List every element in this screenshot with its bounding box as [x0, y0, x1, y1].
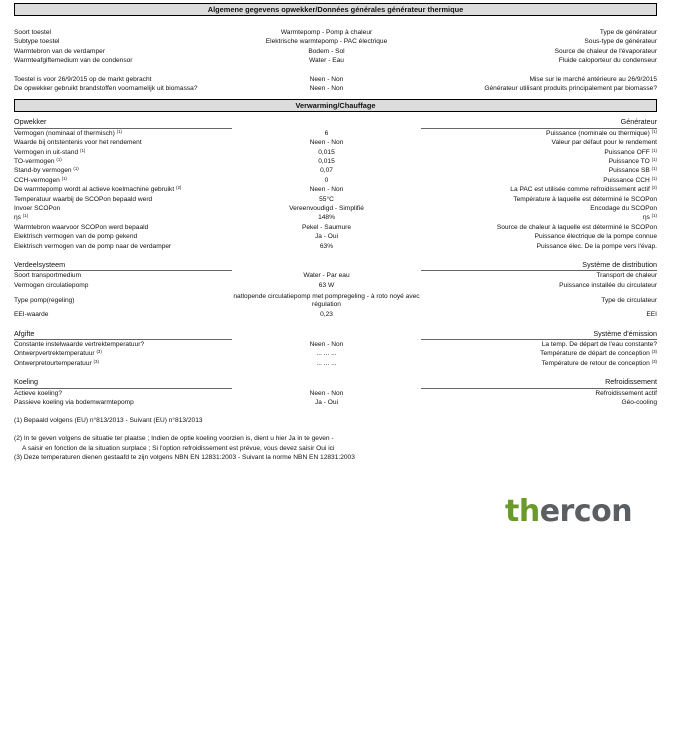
label-fr: Sous-type de générateur	[584, 38, 657, 46]
value: Warmtepomp - Pomp à chaleur	[280, 29, 373, 36]
label-fr: EEI	[646, 311, 657, 319]
data-row	[14, 350, 657, 359]
data-row	[14, 186, 657, 195]
section-underline	[14, 339, 657, 340]
underline-gap	[232, 270, 421, 271]
label-nl: Soort toestel	[14, 29, 52, 36]
label-fr: Générateur utilisant produits principalement par biomasse?	[484, 84, 657, 92]
data-row	[14, 38, 657, 47]
underline-left	[14, 128, 232, 129]
thercon-logo	[505, 494, 632, 530]
heating-sections	[14, 118, 657, 408]
label-fr: Valeur par défaut pour le rendement	[551, 139, 657, 147]
heating-title: Verwarming/Chauffage	[14, 99, 657, 112]
data-row	[14, 224, 657, 233]
value: Neen - Non	[309, 84, 344, 92]
label-nl: Warmtebron van de verdamper	[14, 47, 106, 55]
data-row	[14, 214, 657, 223]
footnote-ref: (1)	[651, 213, 657, 219]
label-nl: Subtype toestel	[14, 38, 60, 46]
value: ... ... ...	[316, 350, 337, 358]
label-nl: Vermogen circulatiepomp	[14, 281, 89, 289]
data-row	[14, 399, 657, 408]
underline-left	[14, 388, 232, 389]
data-row	[14, 360, 657, 369]
section-gap	[14, 369, 657, 378]
section-header	[14, 378, 657, 388]
label-nl: Vermogen (nominaal of thermisch) $^{(1)}$	[14, 128, 123, 137]
footnote-ref: (1)	[651, 128, 657, 134]
value: 63%	[319, 242, 334, 250]
value: Neen - Non	[309, 139, 344, 147]
footnote-ref: (1)	[651, 147, 657, 153]
section-title-fr: Système d'émission	[593, 328, 657, 338]
value: 63 W	[318, 281, 335, 289]
value: Water - Par eau	[303, 272, 350, 280]
label-nl: De opwekker gebruikt brandstoffen voornamelijk uit biomassa?	[14, 84, 198, 92]
general-data-title: Algemene gegevens opwekker/Données générales générateur thermique	[14, 3, 657, 16]
label-fr: ηs $^{(1)}$	[642, 213, 657, 222]
footnote-ref: (1)	[651, 175, 657, 181]
general-data-list	[14, 29, 657, 67]
label-fr: Température à laquelle est déterminé le SCOPon	[513, 195, 657, 203]
data-row	[14, 341, 657, 350]
label-fr: Source de chaleur de l'évaporateur	[554, 47, 657, 55]
footnote-ref: (1)	[56, 157, 62, 163]
value: 0	[324, 176, 329, 184]
underline-right	[421, 270, 657, 271]
general-data-list-2	[14, 76, 657, 95]
section-header	[14, 330, 657, 340]
section-header	[14, 261, 657, 271]
label-nl: Stand-by vermogen $^{(1)}$	[14, 166, 79, 175]
footnote-ref: (2)	[176, 185, 182, 191]
data-row	[14, 177, 657, 186]
value: Neen - Non	[309, 341, 344, 349]
section-title-nl: Afgifte	[14, 328, 35, 338]
data-row	[14, 390, 657, 399]
data-row	[14, 48, 657, 57]
label-nl: Warmteafgiftemedium van de condensor	[14, 57, 133, 65]
section-title-fr: Système de distribution	[582, 259, 657, 269]
label-nl: Ontwerpretourtemperatuur $^{(3)}$	[14, 358, 99, 367]
label-fr: Type de générateur	[599, 29, 657, 36]
label-fr: Puissance installée du circulateur	[559, 281, 657, 289]
label-fr: Type de circulateur	[601, 297, 657, 305]
data-row	[14, 243, 657, 252]
label-nl: TO-vermogen $^{(1)}$	[14, 157, 62, 166]
data-row	[14, 311, 657, 320]
footnote-ref: (1)	[651, 166, 657, 172]
label-fr: Puissance élec. De la pompe vers l'évap.	[536, 242, 657, 250]
footnote-ref: (1)	[61, 175, 68, 181]
value: Water - Eau	[309, 57, 344, 65]
label-nl: EEI-waarde	[14, 311, 49, 319]
value: Bodem - Sol	[308, 47, 345, 55]
footnote-ref: (3)	[651, 349, 657, 355]
data-row	[14, 196, 657, 205]
footnote: (3) Deze temperaturen dienen gestaafd te zijn volgens NBN EN 12831:2003 - Suivant la norme NBN EN 12831:2003	[14, 454, 355, 462]
footnote: (1) Bepaald volgens (EU) n°813/2013 - Suivant (EU) n°813/2013	[14, 416, 203, 424]
logo-first: th	[505, 494, 540, 529]
label-fr: Source de chaleur à laquelle est déterminé le SCOPon	[496, 223, 657, 231]
data-row	[14, 233, 657, 242]
data-row	[14, 291, 657, 311]
label-nl: Vermogen in uit-stand $^{(1)}$	[14, 147, 86, 156]
section-title-nl: Koeling	[14, 377, 38, 387]
data-row	[14, 85, 657, 94]
section-underline	[14, 128, 657, 129]
label-fr: Puissance (nominale ou thermique) $^{(1)}$	[546, 128, 657, 137]
label-fr: Géo-cooling	[621, 399, 657, 407]
value: Neen - Non	[309, 75, 344, 83]
value: 0,015	[318, 148, 335, 156]
label-nl: Actieve koeling?	[14, 389, 63, 397]
value: Neen - Non	[309, 186, 344, 194]
value: 55°C	[319, 195, 334, 203]
value: 0,23	[320, 311, 333, 319]
label-nl: Invoer SCOPon	[14, 204, 61, 212]
value: Vereenvoudigd - Simplifié	[289, 204, 364, 212]
data-row	[14, 205, 657, 214]
label-nl: Temperatuur waarbij de SCOPon bepaald werd	[14, 195, 153, 203]
footnote-ref: (3)	[93, 358, 99, 364]
label-fr: La temp. De départ de l'eau constante?	[541, 341, 657, 349]
datasheet	[14, 3, 657, 464]
data-row	[14, 76, 657, 85]
label-nl: Ontwerpvertrektemperatuur $^{(3)}$	[14, 349, 102, 358]
footnote-ref: (2)	[651, 185, 657, 191]
underline-left	[14, 339, 232, 340]
underline-gap	[232, 339, 421, 340]
label-nl: Soort transportmedium	[14, 272, 82, 280]
label-nl: Elektrisch vermogen van de pomp gekend	[14, 233, 138, 241]
label-nl: Waarde bij ontstentenis voor het rendement	[14, 139, 142, 147]
logo-rest: ercon	[539, 494, 633, 529]
footnote-ref: (3)	[651, 358, 657, 364]
footnote-ref: (1)	[651, 157, 657, 163]
data-row	[14, 130, 657, 139]
data-row	[14, 29, 657, 38]
label-nl: Type pomp(regeling)	[14, 297, 75, 305]
data-row	[14, 139, 657, 148]
underline-right	[421, 388, 657, 389]
value: 148%	[318, 214, 335, 222]
value: Neen - Non	[309, 389, 344, 397]
underline-right	[421, 128, 657, 129]
label-nl: De warmtepomp wordt al actieve koelmachine gebruikt $^{(2)}$	[14, 185, 182, 194]
label-nl: Passieve koeling via bodemwarmtepomp	[14, 399, 134, 407]
label-fr: La PAC est utilisée comme refroidissement actif $^{(2)}$	[510, 185, 657, 194]
label-fr: Température de retour de conception $^{(3)}$	[541, 358, 657, 367]
label-fr: Puissance électrique de la pompe connue	[534, 233, 657, 241]
value: 6	[324, 129, 329, 137]
label-fr: Transport de chaleur	[596, 272, 657, 280]
section-gap	[14, 252, 657, 261]
data-row	[14, 149, 657, 158]
label-nl: CCH-vermogen $^{(1)}$	[14, 175, 68, 184]
label-nl: Toestel is voor 26/9/2015 op de markt gebracht	[14, 75, 152, 83]
label-fr: Puissance SB $^{(1)}$	[608, 166, 657, 175]
footnote: (2) In te geven volgens de situatie ter plaatse ; Indien de optie koeling voorzien is, dient u hier Ja in te geven -	[14, 435, 334, 443]
underline-gap	[232, 388, 421, 389]
value: ... ... ...	[316, 359, 337, 367]
footnote-ref: (3)	[96, 349, 102, 355]
data-row	[14, 167, 657, 176]
value: Pekel - Saumure	[301, 223, 352, 231]
section-underline	[14, 388, 657, 389]
label-nl: Warmtebron waarvoor SCOPon werd bepaald	[14, 223, 149, 231]
data-row	[14, 57, 657, 66]
section-gap	[14, 321, 657, 330]
value: Ja - Oui	[314, 233, 339, 241]
footnote-ref: (1)	[73, 166, 79, 172]
section-header	[14, 118, 657, 128]
footnote-ref: (1)	[80, 147, 86, 153]
label-nl: Elektrisch vermogen van de pomp naar de verdamper	[14, 242, 172, 250]
note-gap	[14, 426, 657, 435]
footnote: A saisir en fonction de la situation surplace ; Si l'option refroidissement est prévue, vous devez saisir Oui ici	[22, 444, 335, 452]
underline-gap	[232, 128, 421, 129]
label-fr: Refroidissement actif	[595, 389, 657, 397]
label-nl: ηs $^{(1)}$	[14, 213, 29, 222]
value: 0,07	[320, 167, 333, 175]
label-fr: Puissance TO $^{(1)}$	[608, 157, 657, 166]
label-fr: Fluide caloporteur du condenseur	[558, 57, 657, 65]
section-title-fr: Refroidissement	[605, 377, 657, 387]
label-fr: Puissance CCH $^{(1)}$	[603, 175, 657, 184]
label-nl: Constante instelwaarde vertrektemperatuur?	[14, 341, 145, 349]
section-title-nl: Opwekker	[14, 117, 47, 127]
underline-right	[421, 339, 657, 340]
label-fr: Puissance OFF $^{(1)}$	[604, 147, 657, 156]
section-underline	[14, 270, 657, 271]
label-fr: Encodage du SCOPon	[590, 204, 657, 212]
value: 0,015	[318, 158, 335, 166]
footnotes	[14, 417, 657, 464]
value: Ja - Oui	[314, 399, 339, 407]
label-fr: Mise sur le marché antérieure au 26/9/2015	[529, 75, 657, 83]
data-row	[14, 158, 657, 167]
footnote-ref: (1)	[22, 213, 29, 219]
footnote-ref: (1)	[116, 128, 123, 134]
data-row	[14, 272, 657, 281]
section-title-nl: Verdeelsysteem	[14, 259, 66, 269]
label-fr: Température de départ de conception $^{(3)}$	[540, 349, 657, 358]
value: Elektrische warmtepomp - PAC électrique	[265, 38, 388, 46]
underline-left	[14, 270, 232, 271]
value: natlopende circulatiepomp met pompregeling - à roto noyé avec régulation	[233, 292, 420, 309]
section-title-fr: Générateur	[620, 117, 657, 127]
data-row	[14, 282, 657, 291]
